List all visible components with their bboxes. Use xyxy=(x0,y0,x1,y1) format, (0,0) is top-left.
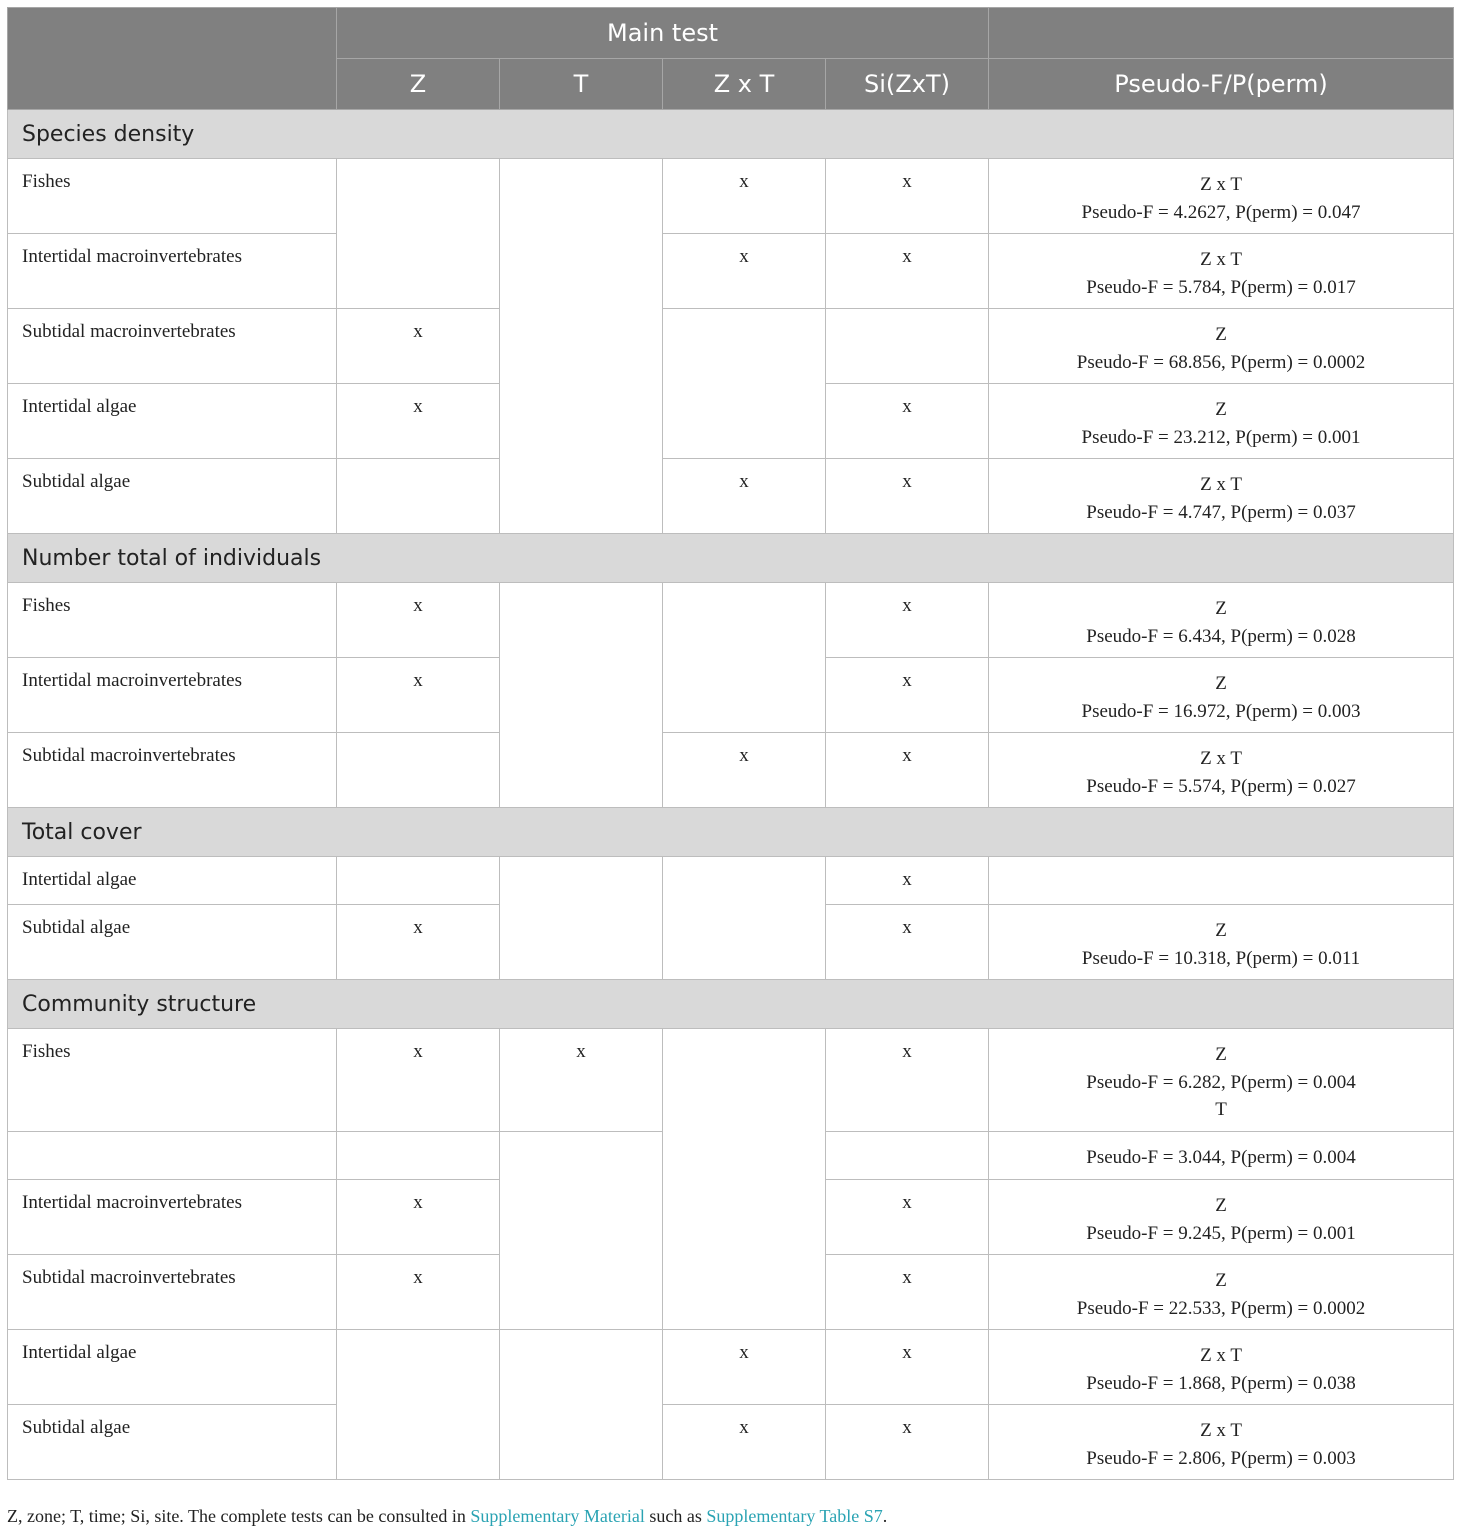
mark-zxt: x xyxy=(663,733,826,808)
mark-si: x xyxy=(826,1029,989,1132)
result-cell xyxy=(989,309,1454,384)
mark-si: x xyxy=(826,583,989,658)
result-stat: Pseudo-F = 5.784, P(perm) = 0.017 xyxy=(1086,276,1356,298)
row-label: Subtidal macroinvertebrates xyxy=(8,733,337,808)
empty-cell xyxy=(500,857,663,980)
result-term: Z xyxy=(1215,324,1227,345)
footnote-text: such as xyxy=(644,1506,707,1526)
mark-t: x xyxy=(500,1029,663,1132)
result-term: Z xyxy=(1215,920,1227,941)
header-pseudo: Pseudo-F/P(perm) xyxy=(989,59,1454,110)
empty-cell xyxy=(663,309,826,459)
footnote-text: Z, zone; T, time; Si, site. The complete tests can be consulted in xyxy=(7,1506,471,1526)
mark-si: x xyxy=(826,459,989,534)
result-term: Z x T xyxy=(1200,1420,1242,1441)
footnote-text: . xyxy=(882,1506,888,1526)
header-t: T xyxy=(500,59,663,110)
empty-cell xyxy=(337,1330,500,1480)
empty-cell xyxy=(337,857,500,905)
row-label: Subtidal macroinvertebrates xyxy=(8,309,337,384)
result-term: Z xyxy=(1215,598,1227,619)
result-stat: Pseudo-F = 9.245, P(perm) = 0.001 xyxy=(1086,1222,1356,1244)
result-term: Z x T xyxy=(1200,174,1242,195)
section-row xyxy=(8,534,1454,583)
row-label: Subtidal algae xyxy=(8,459,337,534)
result-stat: Pseudo-F = 16.972, P(perm) = 0.003 xyxy=(1081,700,1361,722)
section-row xyxy=(8,980,1454,1029)
mark-zxt: x xyxy=(663,1405,826,1480)
row-label: Intertidal algae xyxy=(8,857,337,905)
mark-zxt: x xyxy=(663,234,826,309)
table-row xyxy=(8,583,1454,658)
table-row xyxy=(8,234,1454,309)
result-stat: Pseudo-F = 5.574, P(perm) = 0.027 xyxy=(1086,775,1356,797)
mark-z: x xyxy=(337,384,500,459)
mark-si: x xyxy=(826,905,989,980)
empty-cell xyxy=(337,1132,500,1180)
empty-cell xyxy=(500,1330,663,1480)
empty-cell xyxy=(826,1132,989,1180)
empty-cell xyxy=(337,159,500,309)
result-stat: Pseudo-F = 3.044, P(perm) = 0.004 xyxy=(1086,1147,1356,1168)
table-row xyxy=(8,1405,1454,1480)
section-total-cover: Total cover xyxy=(8,808,1454,857)
row-label: Fishes xyxy=(8,1029,337,1132)
mark-zxt: x xyxy=(663,459,826,534)
result-term: Z xyxy=(1215,399,1227,420)
supplementary-table-link[interactable]: Supplementary Table S7 xyxy=(706,1506,883,1526)
result-stat: Pseudo-F = 6.434, P(perm) = 0.028 xyxy=(1086,625,1356,647)
result-cell xyxy=(989,1255,1454,1330)
mark-zxt: x xyxy=(663,1330,826,1405)
mark-z: x xyxy=(337,1180,500,1255)
mark-si: x xyxy=(826,384,989,459)
row-label: Subtidal algae xyxy=(8,905,337,980)
mark-z: x xyxy=(337,1255,500,1330)
mark-si: x xyxy=(826,1405,989,1480)
result-cell xyxy=(989,1029,1454,1132)
row-label: Fishes xyxy=(8,159,337,234)
result-term-2: T xyxy=(1215,1099,1227,1120)
mark-si: x xyxy=(826,1330,989,1405)
mark-z: x xyxy=(337,905,500,980)
result-term: Z x T xyxy=(1200,748,1242,769)
row-label: Fishes xyxy=(8,583,337,658)
result-cell xyxy=(989,1330,1454,1405)
result-stat: Pseudo-F = 22.533, P(perm) = 0.0002 xyxy=(1076,1297,1366,1319)
header-zxt: Z x T xyxy=(663,59,826,110)
header-z: Z xyxy=(337,59,500,110)
row-label: Subtidal macroinvertebrates xyxy=(8,1255,337,1330)
empty-cell xyxy=(8,1132,337,1180)
result-stat: Pseudo-F = 1.868, P(perm) = 0.038 xyxy=(1086,1372,1356,1394)
result-stat: Pseudo-F = 6.282, P(perm) = 0.004 xyxy=(1086,1071,1356,1093)
result-cell xyxy=(989,234,1454,309)
result-term: Z xyxy=(1215,1195,1227,1216)
result-cell xyxy=(989,905,1454,980)
result-term: Z xyxy=(1215,673,1227,694)
result-stat: Pseudo-F = 10.318, P(perm) = 0.011 xyxy=(1081,947,1361,969)
row-label: Intertidal algae xyxy=(8,384,337,459)
empty-cell xyxy=(989,857,1454,905)
section-species-density: Species density xyxy=(8,110,1454,159)
header-blank-cell xyxy=(989,8,1454,59)
result-stat: Pseudo-F = 68.856, P(perm) = 0.0002 xyxy=(1076,351,1366,373)
table-row xyxy=(8,1029,1454,1132)
result-cell xyxy=(989,583,1454,658)
result-stat: Pseudo-F = 23.212, P(perm) = 0.001 xyxy=(1081,426,1361,448)
supplementary-material-link[interactable]: Supplementary Material xyxy=(470,1506,645,1526)
result-cell xyxy=(989,658,1454,733)
empty-cell xyxy=(500,159,663,534)
table-row xyxy=(8,857,1454,905)
mark-si: x xyxy=(826,234,989,309)
table-row xyxy=(8,309,1454,384)
empty-cell xyxy=(500,583,663,808)
header-empty-cell xyxy=(8,8,337,110)
header-row-1 xyxy=(8,8,1454,59)
anova-results-table xyxy=(7,7,1454,1480)
table-row xyxy=(8,159,1454,234)
empty-cell xyxy=(826,309,989,384)
row-label: Intertidal macroinvertebrates xyxy=(8,234,337,309)
mark-z: x xyxy=(337,1029,500,1132)
result-term: Z x T xyxy=(1200,474,1242,495)
result-stat: Pseudo-F = 4.747, P(perm) = 0.037 xyxy=(1086,501,1356,523)
mark-si: x xyxy=(826,1255,989,1330)
result-cell xyxy=(989,1405,1454,1480)
header-si: Si(ZxT) xyxy=(826,59,989,110)
mark-si: x xyxy=(826,857,989,905)
mark-z: x xyxy=(337,309,500,384)
table-footnote xyxy=(7,1506,887,1527)
mark-si: x xyxy=(826,1180,989,1255)
result-cell xyxy=(989,159,1454,234)
result-stat: Pseudo-F = 4.2627, P(perm) = 0.047 xyxy=(1081,201,1361,223)
row-label: Subtidal algae xyxy=(8,1405,337,1480)
row-label: Intertidal algae xyxy=(8,1330,337,1405)
result-cell xyxy=(989,384,1454,459)
result-stat: Pseudo-F = 2.806, P(perm) = 0.003 xyxy=(1086,1447,1356,1469)
row-label: Intertidal macroinvertebrates xyxy=(8,658,337,733)
result-term: Z xyxy=(1215,1270,1227,1291)
result-term: Z xyxy=(1215,1044,1227,1065)
table-row xyxy=(8,733,1454,808)
mark-zxt: x xyxy=(663,159,826,234)
mark-z: x xyxy=(337,658,500,733)
section-row xyxy=(8,808,1454,857)
table-row xyxy=(8,1330,1454,1405)
result-cell xyxy=(989,1132,1454,1180)
empty-cell xyxy=(663,1029,826,1330)
result-cell xyxy=(989,459,1454,534)
header-main-test: Main test xyxy=(337,8,989,59)
empty-cell xyxy=(663,857,826,980)
result-term: Z x T xyxy=(1200,1345,1242,1366)
section-individuals: Number total of individuals xyxy=(8,534,1454,583)
empty-cell xyxy=(337,733,500,808)
mark-si: x xyxy=(826,159,989,234)
mark-si: x xyxy=(826,658,989,733)
result-cell xyxy=(989,1180,1454,1255)
mark-z: x xyxy=(337,583,500,658)
empty-cell xyxy=(663,583,826,733)
result-cell xyxy=(989,733,1454,808)
empty-cell xyxy=(500,1132,663,1330)
result-term: Z x T xyxy=(1200,249,1242,270)
row-label: Intertidal macroinvertebrates xyxy=(8,1180,337,1255)
empty-cell xyxy=(337,459,500,534)
section-community: Community structure xyxy=(8,980,1454,1029)
section-row xyxy=(8,110,1454,159)
mark-si: x xyxy=(826,733,989,808)
table-row xyxy=(8,459,1454,534)
